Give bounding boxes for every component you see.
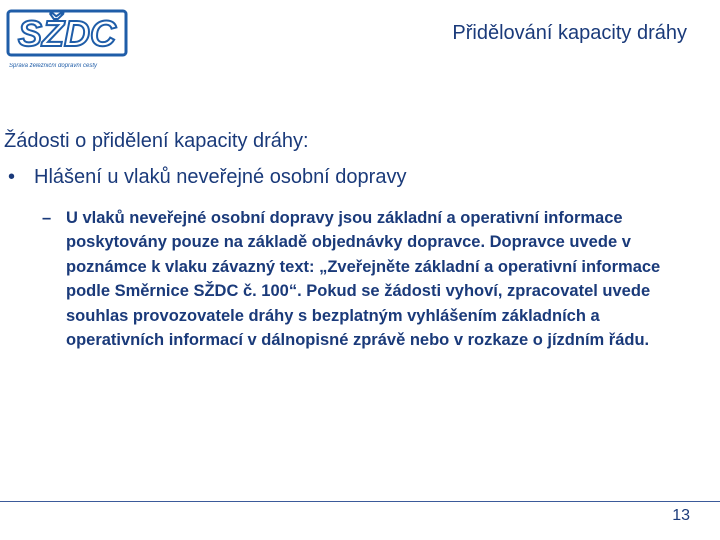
bullet-marker: • [8, 166, 16, 188]
slide-title: Přidělování kapacity dráhy [452, 22, 687, 44]
sub-bullet-text: U vlaků neveřejné osobní dopravy jsou základní a operativní informace poskytovány pouze na základě objednávky dopravce. Dopravce uvede v poznámce k vlaku závazný text: „Zveřejněte základní a operativní informace podle Směrnice SŽDC č. 100“. Pokud se žádosti vyhoví, zpracovatel uvede souhlas provozovatele dráhy s bezplatným vyhlášením základních a operativních informací v dálnopisné zprávě nebo v rozkaze o jízdním řádu. [66, 209, 661, 350]
bullet-text: Hlášení u vlaků neveřejné osobní dopravy [34, 166, 407, 188]
content-heading: Žádosti o přidělení kapacity dráhy: [4, 130, 309, 152]
sub-bullet-item [42, 206, 692, 352]
szdc-logo-mark [6, 8, 130, 60]
szdc-logo [6, 8, 130, 76]
logo-text: SŽDC [18, 13, 116, 54]
footer-divider [0, 501, 720, 502]
bullet-item [8, 166, 406, 189]
page-number: 13 [672, 507, 690, 524]
logo-caption: Správa železniční dopravní cesty [9, 63, 98, 69]
sub-bullet-marker: – [42, 209, 52, 227]
